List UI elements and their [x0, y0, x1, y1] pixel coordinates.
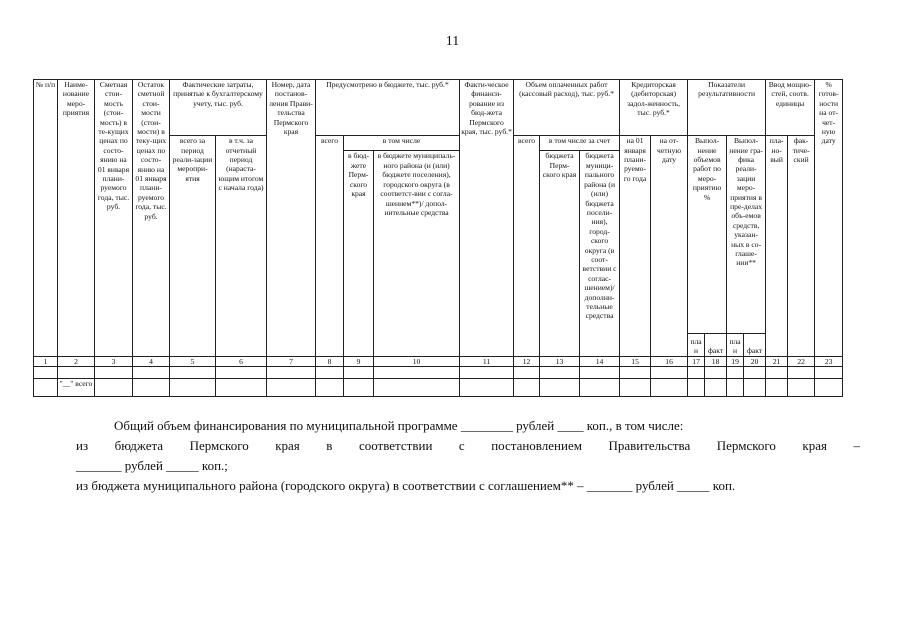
header-actual-financing: Факти-ческое финанси-рование из бюд-жета Пермского края, тыс. руб.*	[460, 80, 514, 357]
column-number: 23	[815, 356, 843, 367]
header-fact: факт	[705, 334, 727, 356]
header-event-name: Наиме-нование меро-приятия	[58, 80, 95, 357]
column-number-row	[34, 356, 843, 367]
header-budget-region: в бюд-жете Перм-ского края	[344, 151, 374, 356]
column-number: 11	[460, 356, 514, 367]
column-number: 16	[651, 356, 688, 367]
header-estimated-cost: Сметная стои-мость (стои-мость) в те-кущих ценах по состо-янию на 01 января плани-руемого года, тыс. руб.	[95, 80, 133, 357]
column-number: 5	[170, 356, 216, 367]
column-number: 6	[216, 356, 267, 367]
header-readiness-percent: % готов-ности на от-чет-ную дату	[815, 80, 843, 357]
header-schedule-execution: Выпол-нение гра-фика реали-зации меро-приятия в пре-делах объ-емов средств, указан-ных в со-глаше-нии**	[727, 136, 766, 334]
header-paid-region: бюджета Перм-ского края	[540, 151, 580, 356]
column-number: 12	[514, 356, 540, 367]
reporting-table	[33, 79, 843, 397]
header-capacity-actual: фак-тиче-ский	[788, 136, 815, 357]
column-number: 9	[344, 356, 374, 367]
header-debt-reporting-date: на от-четную дату	[651, 136, 688, 357]
municipal-budget-line: из бюджета муниципального района (городского округа) в соответствии с соглашением** – _______ рублей _____ коп.	[76, 478, 736, 493]
header-budget-including: в том числе	[344, 136, 460, 151]
column-number: 20	[744, 356, 766, 367]
header-budget-planned: Предусмотрено в бюджете, тыс. руб.*	[316, 80, 460, 136]
column-number: 10	[374, 356, 460, 367]
header-resolution-number: Номер, дата постанов-ления Прави-тельства Пермского края	[267, 80, 316, 357]
column-number: 7	[267, 356, 316, 367]
table-row	[34, 367, 843, 378]
header-total-period: всего за период реали-зации меропри-ятия	[170, 136, 216, 357]
column-number: 1	[34, 356, 58, 367]
header-budget-total: всего	[316, 136, 344, 357]
region-budget-line: из бюджета Пермского края в соответствии с постановлением Правительства Пермского края –	[76, 438, 860, 453]
financing-total-line: Общий объем финансирования по муниципальной программе ________ рублей ____ коп., в том числе:	[114, 418, 684, 433]
header-works-volume: Выпол-нение объемов работ по меро-приятию %	[688, 136, 727, 334]
total-row	[34, 378, 843, 396]
header-paid-municipal: бюджета муници-пального района (и (или) бюджета посели-ния), город-ского округа (в соот-ветствии с соглас-шением)/ дополни-тельные средства	[580, 151, 620, 356]
column-number: 18	[705, 356, 727, 367]
header-capacity-planned: пла-но-вый	[766, 136, 788, 357]
header-paid-works: Объем оплаченных работ (кассовый расход), тыс. руб.*	[514, 80, 620, 136]
column-number: 19	[727, 356, 744, 367]
header-fact: факт	[744, 334, 766, 356]
region-budget-amount-line: _______ рублей _____ коп.;	[76, 458, 228, 473]
header-paid-including: в том числе за счет	[540, 136, 620, 151]
total-label: "__" всего	[58, 378, 95, 396]
header-capacity-input: Ввод мощно-стей, соотв. единицы	[766, 80, 815, 136]
header-budget-municipal: в бюджете муниципаль-ного района (и (или) бюджете поселения), городского округа (в соответст-вии с согла-шением**)/ допол-нительные средства	[374, 151, 460, 356]
column-number: 15	[620, 356, 651, 367]
header-reporting-period: в т.ч. за отчетный период (нараста-ющим итогом с начала года)	[216, 136, 267, 357]
header-number: № п/п	[34, 80, 58, 357]
header-remaining-cost: Остаток сметной стои-мости (стои-мости) в теку-щих ценах по состо-янию на 01 января плани-руемого года, тыс. руб.	[133, 80, 170, 357]
column-number: 21	[766, 356, 788, 367]
header-plan: план	[727, 334, 744, 356]
column-number: 14	[580, 356, 620, 367]
page-number: 11	[445, 34, 460, 49]
column-number: 3	[95, 356, 133, 367]
column-number: 4	[133, 356, 170, 367]
header-actual-costs: Фактические затраты, принятые к бухгалтерскому учету, тыс. руб.	[170, 80, 267, 136]
column-number: 2	[58, 356, 95, 367]
header-debt: Кредиторская (дебиторская) задол-женность, тыс. руб.*	[620, 80, 688, 136]
header-plan: план	[688, 334, 705, 356]
column-number: 22	[788, 356, 815, 367]
header-performance-indicators: Показатели результативности	[688, 80, 766, 136]
header-paid-total: всего	[514, 136, 540, 357]
column-number: 13	[540, 356, 580, 367]
header-debt-start-year: на 01 января плани-руемо-го года	[620, 136, 651, 357]
column-number: 17	[688, 356, 705, 367]
column-number: 8	[316, 356, 344, 367]
